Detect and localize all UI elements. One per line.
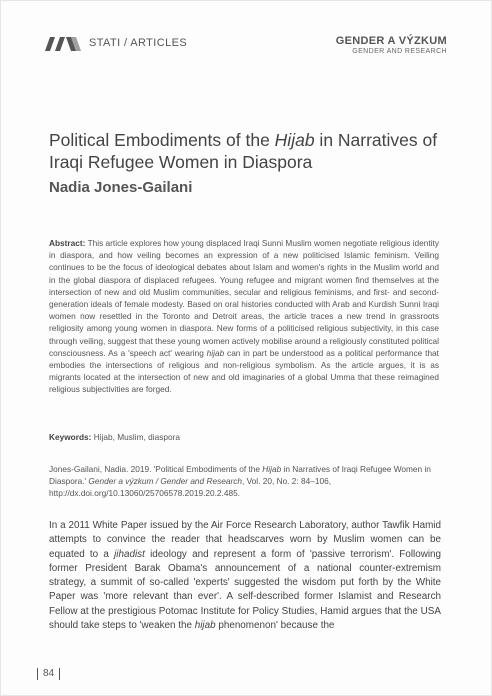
keywords [49, 432, 439, 442]
title-italic: Hijab [274, 130, 315, 150]
body-text-1: In a 2011 White Paper issued by the Air Force Research Laboratory, author Tawfik Hamid attempts to convince the reader that headscarves worn by Muslim women can be equated to a [49, 520, 441, 560]
section-logo-icon [45, 37, 81, 51]
body-text-2: ideology and represent a form of 'passive terrorism'. Following former President Barak Obama's announcement of a national counter-extremism strategy, a summit of so-called 'experts' suggested the wisdom put forth by the White Paper was 'more relevant than ever'. A self-described former Islamist and Research Fellow at the prestigious Potomac Institute for Policy Studies, Hamid argues that the USA should take steps to 'weaken the [49, 548, 442, 632]
footer-divider-right [59, 668, 60, 680]
abstract-label: Abstract: [49, 238, 86, 248]
abstract-text-1: This article explores how young displaced Iraqi Sunni Muslim women negotiate religious identity in diaspora, and how veiling becomes an expression of a new politicised Islamic feminism. Veiling continues to be the focus of ideological debates about Islam and women's rights in the Muslim world and in the global diaspora of displaced refugees. Young refugee and migrant women find themselves at the intersection of new and old Muslim communities, secular and religious feminisms, and first- and second-generation ideals of female modesty. Based on oral histories conducted with Arab and Kurdish Sunni Iraqi women now resettled in the Toronto and Detroit areas, the article traces a new trend in grassroots religiosity among young women in diaspora. New forms of a politicised religious subjectivity, in this case through veiling, suggest that these young women actively mobilise around a religiously constituted political consciousness. As a 'speech act' wearing [49, 238, 439, 358]
journal-brand [336, 35, 447, 55]
title-text-2: in Narratives of Iraqi Refugee Women in Diaspora [49, 130, 438, 172]
abstract [49, 237, 439, 396]
body-text-3: phenomenon' because the [215, 620, 335, 632]
citation [49, 463, 439, 500]
journal-subtitle: GENDER AND RESEARCH [352, 48, 447, 55]
citation-italic-2: Gender a výzkum / Gender and Research [88, 476, 242, 487]
keywords-text: Hijab, Muslim, diaspora [91, 432, 180, 442]
abstract-text-2: can in part be understood as a political performance that embodies the intersections of religious and non-religious symbolism. As the article argues, it is as migrants located at the intersection of new and old imaginaries of a global Umma that these reimagined religious subjectivities are forged. [49, 347, 439, 395]
citation-italic-1: Hijab [262, 464, 282, 474]
footer-divider-left [37, 668, 38, 680]
body-italic-1: jihadist [114, 548, 145, 560]
citation-text-2: in Narratives of Iraqi Refugee Women in Diaspora.' [49, 464, 431, 487]
article-title [49, 129, 449, 173]
body-italic-2: hijab [194, 620, 216, 632]
page-number: 84 [43, 668, 55, 680]
keywords-label: Keywords: [49, 432, 92, 442]
body-paragraph [49, 519, 441, 633]
abstract-italic: hijab [206, 347, 225, 358]
page-footer [37, 665, 60, 681]
article-author: Nadia Jones-Gailani [49, 179, 193, 196]
title-text-1: Political Embodiments of the [49, 130, 275, 150]
page-header [45, 35, 447, 65]
section-label: STATI / ARTICLES [89, 37, 188, 49]
citation-text-3: , Vol. 20, No. 2: 84–106, http://dx.doi.org/10.13060/25706578.2019.20.2.485. [49, 476, 332, 499]
citation-text-1: Jones-Gailani, Nadia. 2019. 'Political Embodiments of the [49, 464, 263, 474]
journal-name: GENDER A VÝZKUM [335, 35, 447, 47]
